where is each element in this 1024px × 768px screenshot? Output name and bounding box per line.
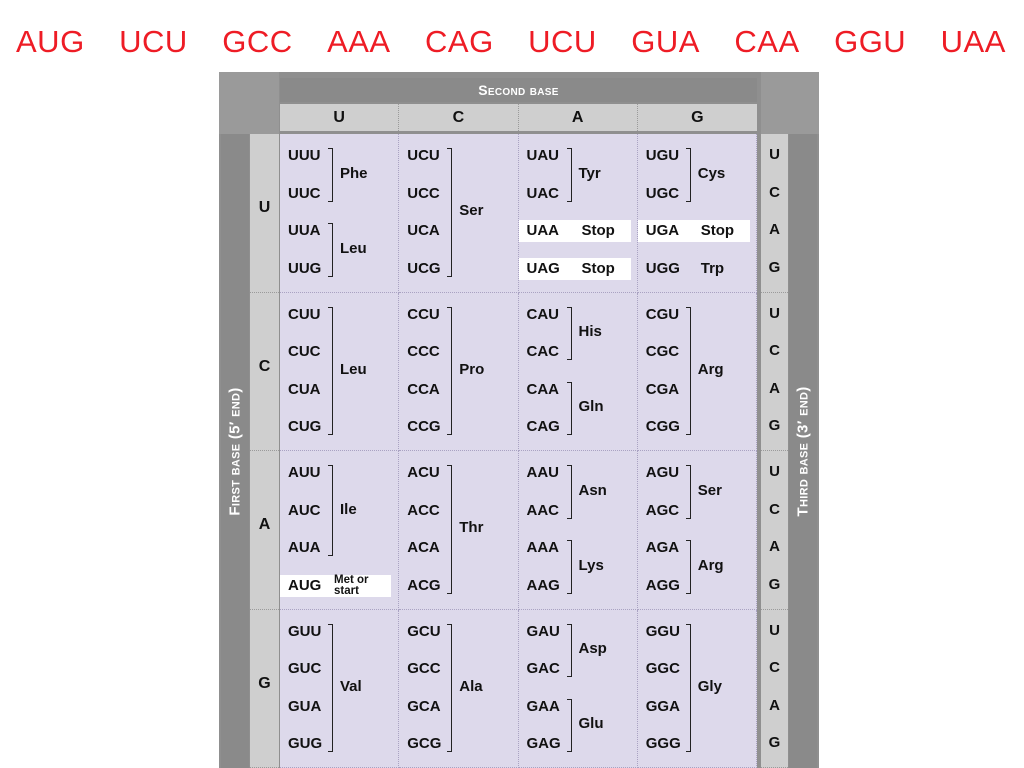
codon: GUU: [288, 622, 322, 640]
codon-group-bracket: [686, 148, 691, 202]
codon: GCA: [407, 697, 441, 715]
amino-acid-label: Ser: [697, 481, 722, 499]
codon-cell: [519, 610, 638, 768]
codon: AGA: [645, 539, 680, 556]
second-base-title: Second base: [280, 78, 757, 102]
amino-acid-label: Asn: [578, 481, 607, 499]
codon: UCG: [407, 259, 441, 277]
codon-table: [219, 72, 819, 768]
first-base-block: [250, 610, 279, 768]
codon: CCA: [407, 380, 440, 398]
codon-group-bracket: [328, 223, 333, 277]
third-base-letter: C: [769, 659, 780, 676]
codon-cell: [638, 293, 757, 452]
first-base-letter: G: [258, 674, 271, 692]
amino-acid-label: Cys: [697, 164, 726, 182]
first-base-title-wrap: [221, 134, 249, 768]
third-base-title-wrap: [789, 134, 817, 768]
codon-group-bracket: [567, 382, 572, 436]
codon: CAG: [526, 418, 560, 435]
codon: ACA: [407, 539, 440, 556]
amino-acid-label: Pro: [459, 360, 485, 378]
codon: UGG: [645, 259, 680, 277]
first-base-title: First base (5′ end): [226, 386, 244, 516]
sequence-codon: GGU: [834, 24, 907, 59]
mrna-sequence: [0, 14, 1024, 70]
codon-group-bracket: [328, 148, 333, 202]
codon: ACG: [407, 576, 441, 594]
codon: AUG: [288, 576, 322, 594]
codon-cell: [399, 134, 518, 293]
codon-group-bracket: [686, 465, 691, 519]
first-base-letter: C: [258, 357, 271, 375]
codon-group-bracket: [328, 624, 333, 753]
codon: UAA: [526, 222, 559, 239]
stop-label: Stop: [581, 222, 615, 239]
second-base-header: A: [519, 104, 638, 131]
codon: GAU: [526, 622, 560, 640]
codon-group-bracket: [686, 624, 691, 753]
codon: UCC: [407, 184, 440, 202]
table-corner-right: [761, 72, 819, 134]
amino-acid-label: Ile: [340, 500, 357, 518]
codon-group-bracket: [567, 307, 572, 361]
amino-acid-label: Tyr: [578, 164, 601, 182]
third-base-letter: G: [768, 734, 781, 751]
codon-group-bracket: [328, 465, 333, 556]
third-base-block: [761, 610, 788, 768]
third-base-column: [761, 134, 788, 768]
third-base-letter: A: [769, 696, 780, 714]
codon: CUG: [288, 418, 322, 435]
codon-cell: [519, 293, 638, 452]
codon: CGG: [645, 418, 680, 435]
second-base-header: G: [691, 109, 704, 126]
amino-acid-label: Glu: [578, 715, 604, 733]
amino-acid-label: Trp: [700, 259, 725, 277]
codon: UUG: [288, 259, 322, 277]
third-base-letter: G: [768, 417, 781, 434]
codon: AAG: [526, 576, 560, 594]
codon: GGC: [645, 660, 680, 677]
codon: AGG: [645, 576, 680, 594]
codon: UCA: [407, 222, 440, 239]
third-base-letter: C: [769, 183, 780, 201]
third-base-block: [761, 293, 788, 452]
codon-group-bracket: [328, 307, 333, 436]
sequence-codon: CAA: [734, 24, 800, 59]
amino-acid-label: Thr: [459, 519, 484, 537]
codon-group-bracket: [686, 540, 691, 594]
codon-cell: [399, 293, 518, 452]
codon-group-bracket: [447, 624, 452, 753]
sequence-codon: AAA: [327, 24, 391, 59]
sequence-codon: UAA: [940, 24, 1006, 59]
amino-acid-label: Gln: [578, 398, 604, 416]
stop-label: Stop: [700, 222, 735, 239]
sequence-codon: AUG: [16, 24, 85, 59]
codon: CGC: [645, 343, 680, 360]
codon: CUC: [288, 343, 321, 360]
codon-cell: [280, 451, 399, 610]
codon: AUU: [288, 464, 321, 481]
codon: AGC: [645, 501, 680, 519]
codon: GUC: [288, 660, 322, 677]
codon: AAA: [526, 539, 559, 556]
first-base-column: [250, 134, 279, 768]
codon: UAC: [526, 184, 559, 202]
codon: AUA: [288, 539, 321, 556]
codon-cell: [519, 451, 638, 610]
second-base-header: U: [280, 104, 399, 131]
amino-acid-label: Asp: [578, 640, 607, 658]
second-base-header: C: [399, 104, 518, 131]
codon: UUA: [288, 222, 321, 239]
third-base-letter: U: [769, 463, 780, 480]
codon: UGC: [645, 184, 680, 202]
sequence-codon: UCU: [528, 24, 597, 59]
codon: UGA: [645, 222, 680, 239]
codon: GCC: [407, 660, 441, 677]
codon-cell: [280, 293, 399, 452]
first-base-letter: A: [258, 516, 271, 534]
codon: CGA: [645, 380, 680, 398]
table-corner-left: [219, 72, 279, 134]
codon: AAU: [526, 464, 559, 481]
amino-acid-label: Leu: [340, 360, 367, 378]
codon: GGA: [645, 697, 680, 715]
codon: GUG: [288, 735, 323, 752]
third-base-letter: G: [768, 575, 781, 593]
sequence-codon: GUA: [631, 24, 700, 59]
codon: ACU: [407, 464, 440, 481]
codon: CCG: [407, 418, 441, 435]
third-base-letter: U: [769, 146, 780, 163]
first-base-block: [250, 293, 279, 452]
codon: GGU: [645, 622, 680, 640]
first-base-block: [250, 134, 279, 293]
codon-cell: [519, 134, 638, 293]
codon: UCU: [407, 147, 440, 164]
codon: CUA: [288, 380, 321, 398]
third-base-letter: U: [769, 621, 780, 639]
codon: CUU: [288, 305, 321, 323]
codon-group-bracket: [567, 699, 572, 753]
amino-acid-label: Ala: [459, 677, 483, 695]
codon: AUC: [288, 501, 321, 519]
codon-group-bracket: [447, 465, 452, 594]
amino-acid-label: His: [578, 323, 602, 341]
third-base-letter: U: [769, 304, 780, 322]
codon: UAG: [526, 259, 560, 277]
codon: CCC: [407, 343, 440, 360]
first-base-letter: U: [258, 199, 271, 217]
codon: GCG: [407, 735, 442, 752]
codon-group-bracket: [447, 307, 452, 436]
amino-acid-label: Ser: [459, 202, 484, 220]
codon-group-bracket: [447, 148, 452, 277]
third-base-letter: A: [769, 221, 780, 238]
third-base-letter: A: [769, 538, 780, 555]
third-base-letter: C: [769, 342, 780, 359]
amino-acid-label: Met or start: [334, 573, 369, 597]
codon-cell: [399, 610, 518, 768]
codon-cell: [638, 610, 757, 768]
codon: GGG: [645, 735, 681, 752]
codon-group-bracket: [567, 148, 572, 202]
stop-label: Stop: [581, 259, 615, 277]
amino-acid-label: Lys: [578, 556, 604, 574]
codon: UAU: [526, 147, 559, 164]
codon-cell: [638, 134, 757, 293]
codon: AAC: [526, 501, 559, 519]
codon: CAU: [526, 305, 559, 323]
amino-acid-label: Val: [340, 677, 362, 695]
codon: CAA: [526, 380, 559, 398]
sequence-codon: GCC: [222, 24, 293, 59]
codon-cell: [399, 451, 518, 610]
third-base-letter: A: [769, 379, 780, 397]
codon-cell: [638, 451, 757, 610]
codon: GAC: [526, 660, 560, 677]
amino-acid-label: Leu: [340, 239, 367, 257]
codon-group-bracket: [567, 540, 572, 594]
third-base-letter: G: [768, 258, 781, 276]
codon: AGU: [645, 464, 680, 481]
codon-cell: [280, 610, 399, 768]
codon-group-bracket: [567, 624, 572, 678]
codon: UGU: [645, 147, 680, 164]
third-base-title: Third base (3′ end): [794, 386, 812, 516]
first-base-block: [250, 451, 279, 610]
codon-grid: [280, 134, 757, 768]
amino-acid-label: Arg: [697, 360, 724, 378]
codon-group-bracket: [686, 307, 691, 436]
third-base-block: [761, 451, 788, 610]
codon: GCU: [407, 622, 441, 640]
codon: CAC: [526, 343, 559, 360]
codon: CCU: [407, 305, 440, 323]
codon: CGU: [645, 305, 680, 323]
sequence-codon: CAG: [425, 24, 494, 59]
codon: GAG: [526, 735, 561, 752]
third-base-letter: C: [769, 500, 780, 518]
amino-acid-label: Gly: [697, 677, 722, 695]
sequence-codon: UCU: [119, 24, 188, 59]
second-base-headers: [280, 104, 757, 131]
codon: UUC: [288, 184, 321, 202]
codon: UUU: [288, 147, 321, 164]
codon-group-bracket: [567, 465, 572, 519]
third-base-block: [761, 134, 788, 293]
codon: ACC: [407, 501, 440, 519]
codon: GAA: [526, 697, 560, 715]
codon-cell: [280, 134, 399, 293]
amino-acid-label: Arg: [697, 556, 724, 574]
codon: GUA: [288, 697, 322, 715]
amino-acid-label: Phe: [340, 164, 368, 182]
